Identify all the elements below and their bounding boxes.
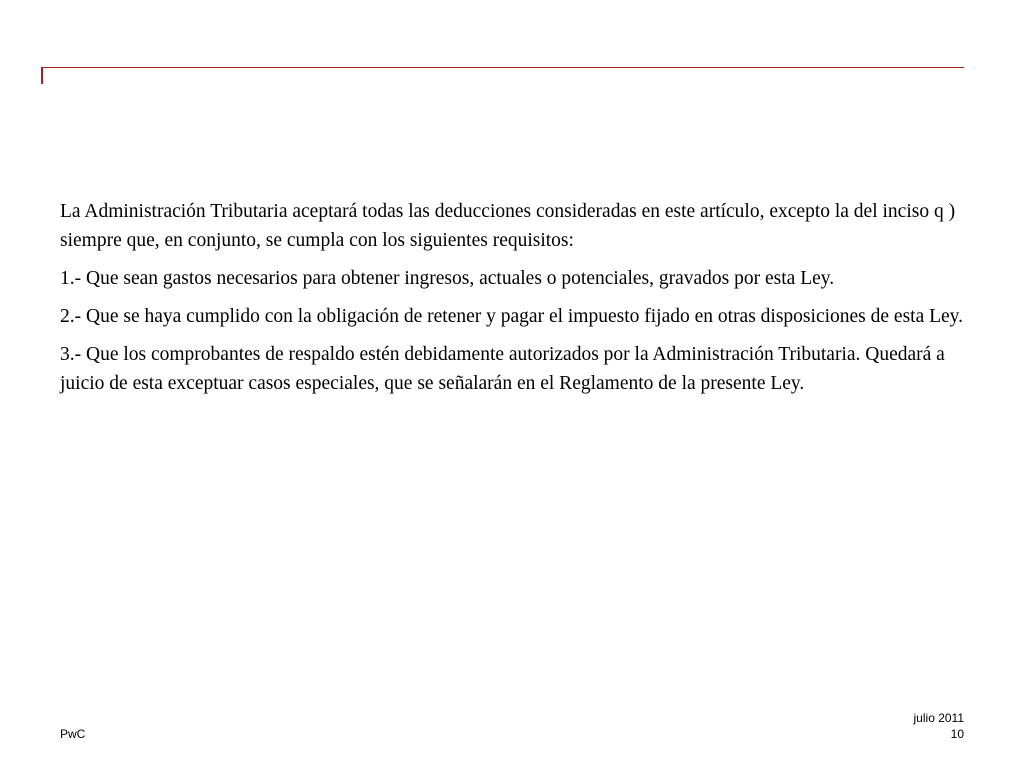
intro-paragraph: La Administración Tributaria aceptará todas las deducciones consideradas en este artículo, excepto la del inciso q ) siempre que, en conjunto, se cumpla con los siguientes requisitos: — [60, 201, 956, 251]
header-rule-tick — [41, 67, 43, 84]
footer-brand: PwC — [60, 727, 86, 741]
header-rule — [41, 67, 964, 68]
footer-meta — [914, 710, 964, 742]
requirement-1: 1.- Que sean gastos necesarios para obtener ingresos, actuales o potenciales, gravados por esta Ley. — [60, 268, 835, 289]
requirement-2: 2.- Que se haya cumplido con la obligación de retener y pagar el impuesto fijado en otras disposiciones de esta Ley. — [60, 306, 964, 327]
footer-date: julio 2011 — [913, 711, 964, 725]
requirement-3: 3.- Que los comprobantes de respaldo estén debidamente autorizados por la Administración Tributaria. Quedará a juicio de esta exceptuar casos especiales, que se señalarán en el Reglamento de la presente Ley. — [60, 344, 945, 394]
page-number: 10 — [950, 727, 964, 741]
slide-body — [60, 197, 970, 407]
